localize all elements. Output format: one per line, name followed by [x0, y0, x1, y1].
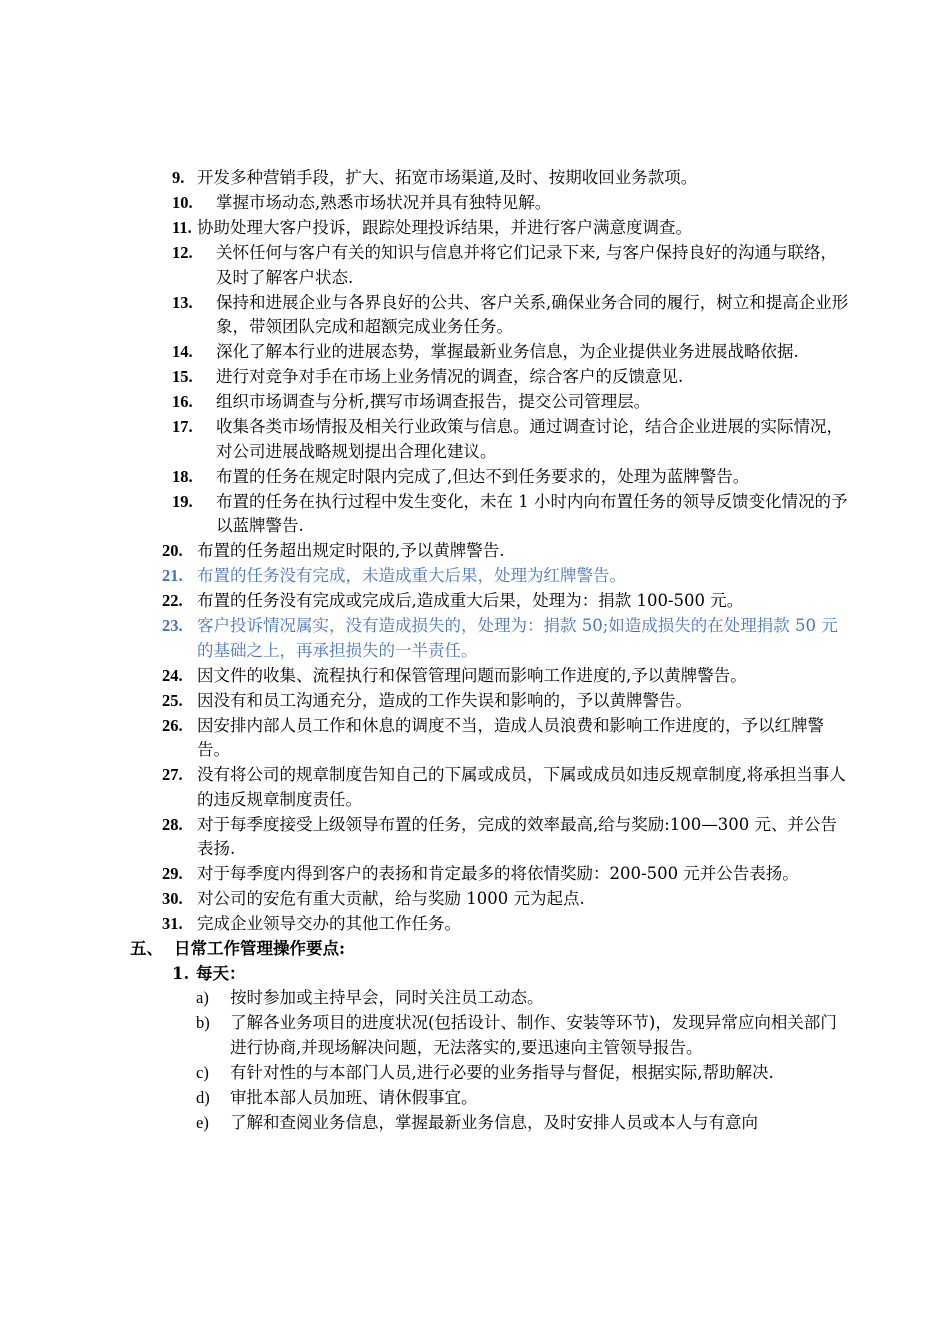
list-item-number: 15. [172, 367, 193, 386]
list-item [0, 365, 950, 390]
list-item-number: 30. [162, 889, 183, 908]
list-item [0, 216, 950, 241]
section-title: 日常工作管理操作要点: [174, 939, 346, 958]
list-item-text: 因安排内部人员工作和休息的调度不当，造成人员浪费和影响工作进度的，予以红牌警告。 [197, 715, 824, 759]
list-item [0, 614, 950, 663]
lettered-item-text: 审批本部人员加班、请休假事宜。 [230, 1087, 478, 1107]
lettered-item [0, 1111, 950, 1136]
lettered-item-text: 有针对性的与本部门人员,进行必要的业务指导与督促，根据实际,帮助解决. [230, 1062, 774, 1082]
document-page [0, 166, 950, 1136]
list-item-number: 16. [172, 392, 193, 411]
list-item-text: 协助处理大客户投诉，跟踪处理投诉结果，并进行客户满意度调查。 [197, 218, 692, 237]
list-item [0, 191, 950, 216]
list-item-text: 组织市场调查与分析,撰写市场调查报告，提交公司管理层。 [216, 392, 651, 411]
list-item [0, 763, 950, 812]
subheading [0, 962, 950, 987]
list-item-text: 收集各类市场情报及相关行业政策与信息。通过调查讨论，结合企业进展的实际情况，对公司进展战略规划提出合理化建议。 [216, 417, 843, 461]
list-item [0, 714, 950, 763]
list-item [0, 241, 950, 290]
section-heading [0, 937, 950, 962]
list-item [0, 166, 950, 191]
list-item-text: 布置的任务没有完成，未造成重大后果，处理为红牌警告。 [197, 566, 626, 585]
list-item [0, 689, 950, 714]
lettered-item-marker: d) [196, 1087, 210, 1107]
list-item-text: 开发多种营销手段，扩大、拓宽市场渠道,及时、按期收回业务款项。 [197, 168, 698, 187]
list-item-text: 布置的任务在执行过程中发生变化，未在 1 小时内向布置任务的领导反馈变化情况的予以蓝牌警告. [216, 491, 848, 535]
list-item-number: 31. [162, 914, 183, 933]
list-item [0, 664, 950, 689]
list-item-number: 27. [162, 765, 183, 784]
list-item-number: 21. [162, 566, 183, 585]
lettered-item-text: 了解和查阅业务信息，掌握最新业务信息，及时安排人员或本人与有意向 [230, 1112, 758, 1132]
list-item-number: 17. [172, 417, 193, 436]
list-item-text: 关怀任何与客户有关的知识与信息并将它们记录下来, 与客户保持良好的沟通与联络，及时了解客户状态. [216, 243, 837, 287]
list-item [0, 813, 950, 862]
list-item-text: 对于每季度接受上级领导布置的任务，完成的效率最高,给与奖励:100—300 元、并公告表扬. [197, 814, 838, 858]
list-item [0, 912, 950, 937]
list-item-text: 没有将公司的规章制度告知自己的下属或成员，下属或成员如违反规章制度,将承担当事人的违反规章制度责任。 [197, 765, 846, 809]
list-item [0, 291, 950, 340]
lettered-item [0, 1086, 950, 1111]
lettered-item-text: 了解各业务项目的进度状况(包括设计、制作、安装等环节)，发现异常应向相关部门进行协商,并现场解决问题，无法落实的,要迅速向主管领导报告。 [230, 1013, 837, 1057]
list-item [0, 465, 950, 490]
list-item-text: 因文件的收集、流程执行和保管管理问题而影响工作进度的,予以黄牌警告。 [197, 665, 747, 685]
list-item-number: 14. [172, 342, 193, 361]
subheading-title: 每天： [196, 963, 246, 983]
list-item-text: 保持和进展企业与各界良好的公共、客户关系,确保业务合同的履行，树立和提高企业形象，带领团队完成和超额完成业务任务。 [216, 292, 849, 336]
list-item [0, 589, 950, 614]
lettered-list [0, 986, 950, 1135]
list-item [0, 887, 950, 912]
list-item-text: 布置的任务在规定时限内完成了,但达不到任务要求的，处理为蓝牌警告。 [216, 466, 750, 486]
list-item-number: 29. [162, 864, 183, 883]
list-item-text: 因没有和员工沟通充分，造成的工作失误和影响的，予以黄牌警告。 [197, 690, 692, 710]
numbered-list [0, 166, 950, 937]
list-item-number: 10. [172, 193, 193, 212]
list-item-number: 28. [162, 814, 183, 834]
list-item-number: 11. [172, 218, 192, 237]
list-item-number: 19. [172, 491, 193, 511]
list-item-text: 布置的任务没有完成或完成后,造成重大后果，处理为：捐款 100-500 元。 [197, 591, 744, 610]
list-item-number: 25. [162, 690, 183, 710]
list-item-text: 完成企业领导交办的其他工作任务。 [197, 914, 461, 933]
list-item-text: 对公司的安危有重大贡献，给与奖励 1000 元为起点. [197, 889, 585, 908]
list-item-text: 布置的任务超出规定时限的,予以黄牌警告. [197, 541, 505, 560]
list-item-text: 进行对竞争对手在市场上业务情况的调查，综合客户的反馈意见. [216, 367, 684, 386]
list-item [0, 564, 950, 589]
lettered-item-marker: b) [196, 1013, 210, 1032]
list-item [0, 390, 950, 415]
list-item-number: 12. [172, 243, 193, 262]
lettered-item-marker: c) [196, 1062, 209, 1082]
list-item-number: 9. [172, 168, 185, 187]
list-item-number: 24. [162, 665, 183, 685]
list-item-text: 客户投诉情况属实，没有造成损失的，处理为：捐款 50;如造成损失的在处理捐款 50 元的基础之上，再承担损失的一半责任。 [197, 616, 838, 660]
list-item [0, 539, 950, 564]
list-item-text: 掌握市场动态,熟悉市场状况并具有独特见解。 [216, 193, 552, 212]
list-item-text: 深化了解本行业的进展态势，掌握最新业务信息，为企业提供业务进展战略依据. [216, 342, 799, 361]
list-item-number: 22. [162, 591, 183, 610]
list-item-number: 20. [162, 541, 183, 560]
lettered-item-marker: e) [196, 1112, 209, 1132]
list-item-number: 13. [172, 292, 193, 312]
list-item [0, 862, 950, 887]
subheading-number: 1. [172, 963, 190, 983]
list-item-number: 26. [162, 715, 183, 735]
section-number: 五、 [130, 939, 163, 958]
lettered-item-marker: a) [196, 988, 209, 1007]
list-item [0, 490, 950, 539]
list-item-number: 23. [162, 616, 183, 635]
list-item [0, 415, 950, 464]
list-item-text: 对于每季度内得到客户的表扬和肯定最多的将依情奖励：200-500 元并公告表扬。 [197, 864, 799, 883]
list-item-number: 18. [172, 466, 193, 486]
lettered-item-text: 按时参加或主持早会，同时关注员工动态。 [230, 988, 544, 1007]
lettered-item [0, 1061, 950, 1086]
list-item [0, 340, 950, 365]
lettered-item [0, 1011, 950, 1060]
lettered-item [0, 986, 950, 1011]
